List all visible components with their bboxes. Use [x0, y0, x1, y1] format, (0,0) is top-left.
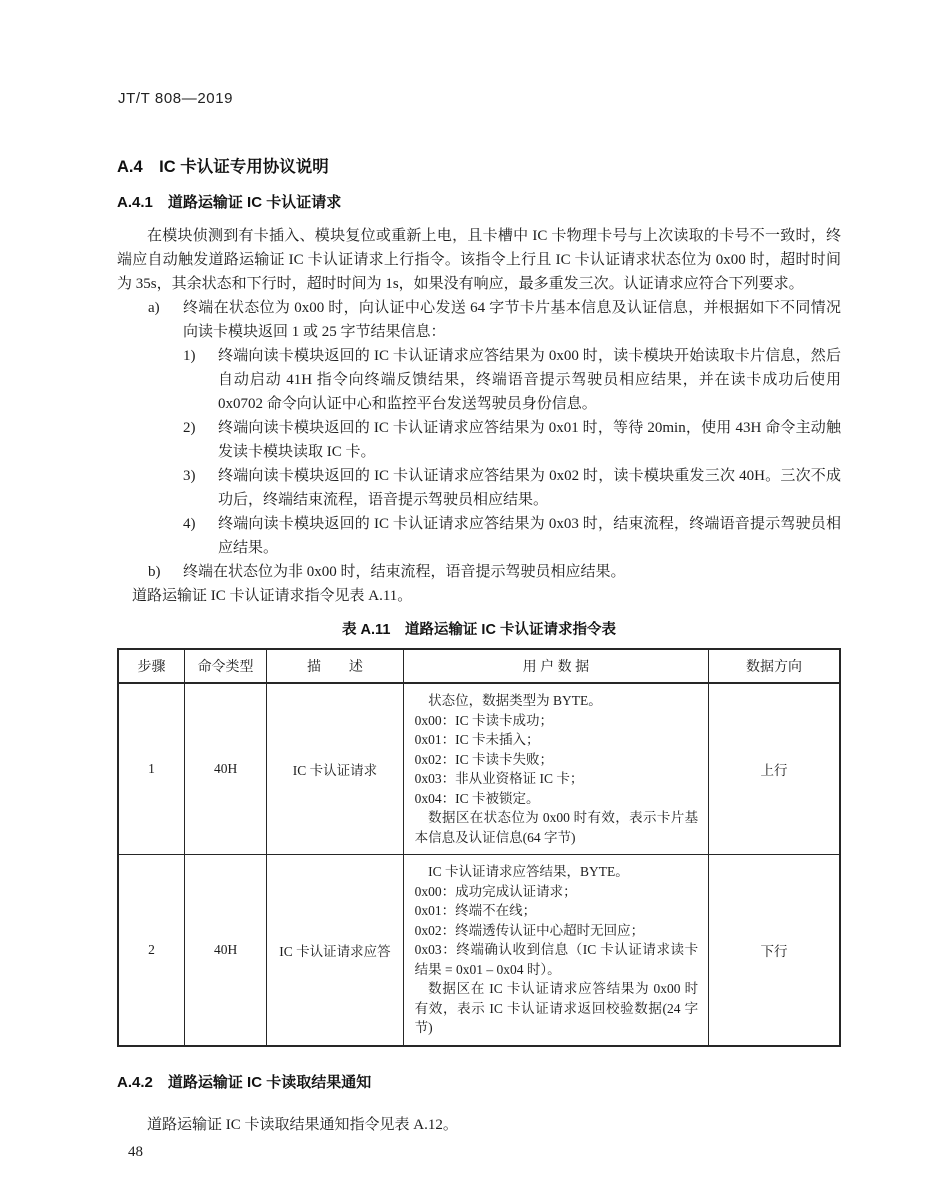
user-data-line: 数据区在状态位为 0x00 时有效，表示卡片基本信息及认证信息(64 字节) — [414, 810, 699, 845]
description-cell: IC 卡认证请求 — [267, 683, 403, 855]
list-item-label: b) — [148, 564, 161, 580]
user-data-line: 0x00：成功完成认证请求； — [414, 883, 577, 899]
intro-paragraph: 在模块侦测到有卡插入、模块复位或重新上电，且卡槽中 IC 卡物理卡号与上次读取的卡号不一致时，终端应自动触发道路运输证 IC 卡认证请求上行指令。该指令上行且 IC 卡认证请求状态位为 0x00 时，超时时间为 35s，其余状态和下行时，超时时间为 1s，如果没有响应，最多重发三次。认证请求应符合下列要求。 — [117, 228, 841, 292]
sub-item-text: 终端向读卡模块返回的 IC 卡认证请求应答结果为 0x01 时，等待 20min，使用 43H 命令主动触发读卡模块读取 IC 卡。 — [218, 420, 841, 460]
command-cell: 40H — [184, 683, 266, 855]
header-step: 步骤 — [118, 649, 184, 683]
list-item-b — [117, 560, 841, 584]
section-heading-a4: A.4 IC 卡认证专用协议说明 — [117, 158, 329, 176]
table-header-row — [118, 649, 840, 683]
table-a11-reference: 道路运输证 IC 卡认证请求指令见表 A.11。 — [132, 588, 413, 604]
sub-list-item-4 — [117, 512, 841, 560]
direction-cell: 上行 — [709, 683, 840, 855]
sub-item-text: 终端向读卡模块返回的 IC 卡认证请求应答结果为 0x00 时，读卡模块开始读取卡片信息，然后自动启动 41H 指令向终端反馈结果，终端语音提示驾驶员相应结果，并在读卡成功后使用 0x0702 命令向认证中心和监控平台发送驾驶员身份信息。 — [218, 348, 841, 412]
list-item-text: 终端在状态位为 0x00 时，向认证中心发送 64 字节卡片基本信息及认证信息，并根据如下不同情况向读卡模块返回 1 或 25 字节结果信息： — [183, 300, 841, 340]
instruction-table — [117, 648, 841, 1047]
header-description: 描 述 — [267, 649, 403, 683]
user-data-cell — [403, 855, 708, 1046]
description-cell: IC 卡认证请求应答 — [267, 855, 403, 1046]
user-data-line: 0x03：非从业资格证 IC 卡； — [414, 771, 584, 786]
user-data-line: 0x03：终端确认收到信息（IC 卡认证请求读卡结果 = 0x01 – 0x04 时）。 — [414, 942, 699, 977]
user-data-line: 0x02：IC 卡读卡失败； — [414, 751, 554, 767]
sub-item-text: 终端向读卡模块返回的 IC 卡认证请求应答结果为 0x03 时，结束流程，终端语音提示驾驶员相应结果。 — [218, 516, 841, 556]
user-data-line: 0x04：IC 卡被锁定。 — [414, 790, 540, 806]
sub-item-label: 3) — [183, 468, 196, 484]
sub-list-item-1 — [117, 344, 841, 416]
sub-list-item-2 — [117, 416, 841, 464]
requirement-list — [117, 296, 841, 584]
page-number: 48 — [128, 1143, 143, 1160]
header-direction: 数据方向 — [709, 649, 840, 683]
user-data-line: 0x02：终端透传认证中心超时无回应； — [414, 922, 645, 938]
list-item-text: 终端在状态位为非 0x00 时，结束流程，语音提示驾驶员相应结果。 — [183, 564, 626, 580]
table-caption: 表 A.11 道路运输证 IC 卡认证请求指令表 — [342, 622, 616, 638]
standard-number: JT/T 808—2019 — [118, 90, 234, 107]
sub-item-label: 1) — [183, 348, 196, 364]
user-data-line: 状态位，数据类型为 BYTE。 — [428, 693, 602, 708]
table-a12-reference: 道路运输证 IC 卡读取结果通知指令见表 A.12。 — [147, 1116, 458, 1133]
user-data-line: 数据区在 IC 卡认证请求应答结果为 0x00 时有效，表示 IC 卡认证请求返回校验数据(24 字节) — [414, 981, 699, 1035]
sub-item-text: 终端向读卡模块返回的 IC 卡认证请求应答结果为 0x02 时，读卡模块重发三次 40H。三次不成功后，终端结束流程，语音提示驾驶员相应结果。 — [218, 468, 841, 508]
list-item-a — [117, 296, 841, 344]
direction-cell: 下行 — [709, 855, 840, 1046]
step-cell: 1 — [118, 683, 184, 855]
sub-item-label: 4) — [183, 516, 196, 532]
section-heading-a42: A.4.2 道路运输证 IC 卡读取结果通知 — [117, 1073, 372, 1091]
user-data-cell — [403, 683, 708, 855]
sub-item-label: 2) — [183, 420, 196, 436]
command-cell: 40H — [184, 855, 266, 1046]
user-data-line: 0x01：IC 卡未插入； — [414, 732, 540, 747]
table-row — [118, 683, 840, 855]
table-row — [118, 855, 840, 1046]
step-cell: 2 — [118, 855, 184, 1046]
user-data-line: 0x01：终端不在线； — [414, 903, 537, 918]
user-data-line: 0x00：IC 卡读卡成功； — [414, 712, 554, 728]
header-user-data: 用 户 数 据 — [403, 649, 708, 683]
header-command-type: 命令类型 — [184, 649, 266, 683]
list-item-label: a) — [148, 300, 160, 316]
user-data-line: IC 卡认证请求应答结果，BYTE。 — [428, 864, 629, 879]
section-heading-a41: A.4.1 道路运输证 IC 卡认证请求 — [117, 194, 342, 211]
sub-list-item-3 — [117, 464, 841, 512]
